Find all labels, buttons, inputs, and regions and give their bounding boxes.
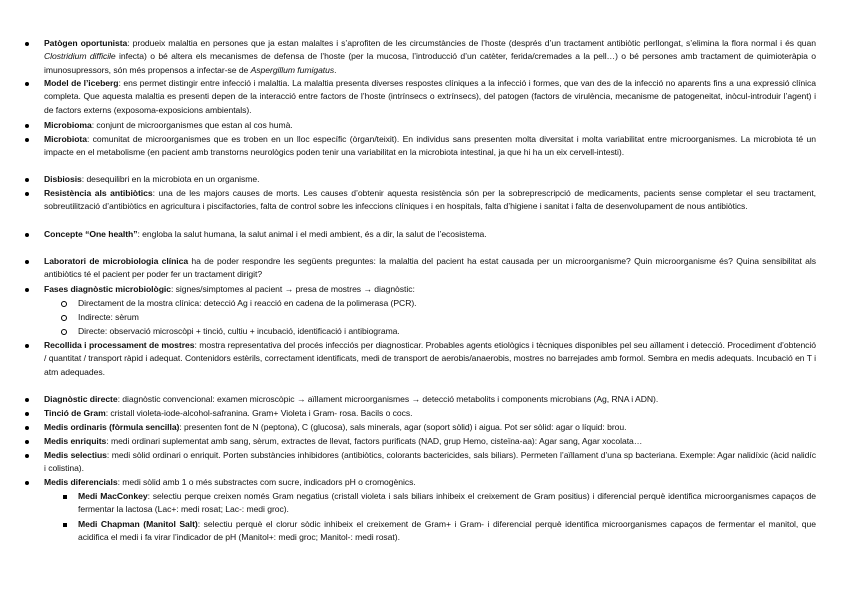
square-bullet-icon xyxy=(63,495,67,499)
bullet-icon xyxy=(25,42,29,46)
circle-bullet-icon xyxy=(61,315,67,321)
list-item-resistencia xyxy=(44,187,816,214)
definition: : presenten font de N (peptona), C (glucosa), sals minerals, agar (soport sòlid) i aigua. Pot ser sòlid: agar o líquid: brou. xyxy=(179,422,627,432)
list-item-medis-diferencials xyxy=(44,476,816,489)
definition: : diagnòstic convencional: examen microscòpic → aïllament microorganismes → detecció metabolits i components microbians (Ag, RNA i ADN). xyxy=(117,394,659,404)
species-name: Aspergillum fumigatus xyxy=(250,64,335,75)
term: Medis enriquits xyxy=(44,436,107,446)
term: Tinció de Gram xyxy=(44,408,106,418)
list-item-tincio-gram xyxy=(44,407,816,420)
term: Recollida i processament de mostres xyxy=(44,340,195,350)
definition: : selectiu perque creixen només Gram negatius (cristall violeta i sals biliars inhibeix el creixement de Gram positius) i diferencial perquè identifica microorganismes capaços de fermentar la lactosa (Lac+: medi rosat; Lac-: medi groc). xyxy=(78,491,816,515)
definition: : engloba la salut humana, la salut animal i el medi ambient, és a dir, la salut de l’ecosistema. xyxy=(137,229,487,239)
bullet-icon xyxy=(25,233,29,237)
list-item-medis-ordinaris xyxy=(44,421,816,434)
circle-bullet-icon xyxy=(61,301,67,307)
sub-item-indirecte xyxy=(78,311,816,324)
definition: : medi ordinari suplementat amb sang, sèrum, extractes de llevat, factors purificats (NAD, grup Hemo, cisteïna-aa): Agar sang, Agar xocolata… xyxy=(106,436,643,446)
square-bullet-icon xyxy=(63,523,67,527)
list-item-diagnostic-directe xyxy=(44,393,816,406)
term: Concepte “One health” xyxy=(44,229,138,239)
definition: : ens permet distingir entre infecció i malaltia. La malaltia presenta diverses respostes clíniques a la infecció i formes, que van des de la infecció no aparents fins a una expressió clínica completa. Que aquesta malaltia es presenti depen de la interacció entre factors de l’hoste (intrínsecs o extrínsecs), del patogen (factors de virulència, mecanisme de patogeneitat, inòcul-introduir l’agent) i de factors externs (exposoma-exposicions ambientals). xyxy=(44,78,816,115)
bullet-icon xyxy=(25,426,29,430)
term: Medi Chapman (Manitol Salt) xyxy=(78,519,198,529)
list-item-one-health xyxy=(44,228,816,241)
species-name: Clostridium difficile xyxy=(44,51,116,62)
definition: : produeix malaltia en persones que ja estan malaltes i s’aprofiten de les circumstàncies de l’hoste (després d’un tractament antibiòtic perllongat, s’elimina la flora normal i és quan xyxy=(127,38,816,48)
list-item-medis-selectius xyxy=(44,449,816,476)
definition: : desequilibri en la microbiota en un organisme. xyxy=(81,174,260,184)
definition: : selectiu perquè el clorur sòdic inhibeix el creixement de Gram+ i Gram- i diferencial perquè identifica microorganismes capaços de fermentar el manitol, que acidifica el medi i fa virar l’indicador de pH (Manitol+: medi groc; Manitol-: medi rosat). xyxy=(78,519,816,543)
bullet-icon xyxy=(25,192,29,196)
list-item-microbiota xyxy=(44,133,816,160)
list-item-microbioma xyxy=(44,119,816,132)
bullet-icon xyxy=(25,412,29,416)
list-item-iceberg xyxy=(44,77,816,117)
list-item-medis-enriquits xyxy=(44,435,816,448)
term: Medis selectius xyxy=(44,450,107,460)
definition: : signes/simptomes al pacient → presa de mostres → diagnòstic: xyxy=(170,284,415,294)
term: Medis diferencials xyxy=(44,477,118,487)
list-item-fases xyxy=(44,283,816,296)
term: Fases diagnòstic microbiològic xyxy=(44,284,171,294)
term: Medi MacConkey xyxy=(78,491,148,501)
bullet-icon xyxy=(25,82,29,86)
sub-item-directament xyxy=(78,297,816,310)
bullet-icon xyxy=(25,288,29,292)
term: Medis ordinaris (fòrmula sencilla) xyxy=(44,422,180,432)
term: Microbiota xyxy=(44,134,87,144)
definition: : comunitat de microorganismes que es troben en un lloc específic (òrgan/teixit). En individus sans presenten molta diversitat i molta variabilitat entre microorganismes. La microbiota té un impacte en el metabolisme (en pacient amb transtorns neurològics poden tenir una variabilitat en la microbiota intestinal, ja que hi ha un eix cervell-intesti). xyxy=(44,134,816,158)
sub-item-chapman xyxy=(78,518,816,545)
term: Diagnòstic directe xyxy=(44,394,118,404)
definition: : cristall violeta-iode-alcohol-safranina. Gram+ Violeta i Gram- rosa. Bacils o cocs. xyxy=(105,408,413,418)
list-item-recollida xyxy=(44,339,816,379)
term: Disbiosis xyxy=(44,174,82,184)
sub-item-text: Directament de la mostra clínica: detecció Ag i reacció en cadena de la polimerasa (PCR). xyxy=(78,298,417,308)
bullet-icon xyxy=(25,440,29,444)
list-item-patogen xyxy=(44,37,816,77)
definition: ha de poder respondre les següents preguntes: la malaltia del pacient ha estat causada per un microorganisme? Quin microorganisme és? Quina sensibilitat als antibiòtics té el pacient per poder fer un tractament dirigit? xyxy=(44,256,816,280)
sub-item-directe xyxy=(78,325,816,338)
definition: : mostra representativa del procés infecciós per diagnosticar. Probables agents etiològics i tècniques disponibles pel seu aïllament i detecció. Procediment d’obtenció / quantitat / transport ràpid i adequat. Contenidors estèrils, correctament identificats, medi de transport de aerobis/anaerobis, mostres no barrejades amb formol. Sembra en medis adequats. Incubació en T i atm adequades. xyxy=(44,340,817,377)
definition: : una de les majors causes de morts. Les causes d’obtenir aquesta resistència són per la sobreprescripció de medicaments, pacients sense completar el seu tractament, sobreutilització d’antibiòtics en agricultura i piscifactories, falta de control sobre les infeccions clíniques i en hospitals, falta d’higiene i sanitat i falta de desenvolupament de nous antibiòtics. xyxy=(44,188,816,212)
bullet-icon xyxy=(25,454,29,458)
definition: infecta) o bé altera els mecanismes de defensa de l’hoste (per la mucosa, l’introducció d’un catèter, ferida/cremades a la pell…) o bé persones amb tractament de quimioteràpia o imunosupressors, són més propensos a infectar-se de xyxy=(44,51,816,75)
bullet-icon xyxy=(25,124,29,128)
list-item-laboratori xyxy=(44,255,816,282)
definition: : medi sòlid ordinari o enriquit. Porten substàncies inhibidores (antibiòtics, colorants bactericides, sals biliars). Permeten l’aïllament d’una sp bacteriana. Exemple: Agar nalidíxic (àcid nalidíc i colistina). xyxy=(44,450,816,474)
bullet-icon xyxy=(25,398,29,402)
list-item-disbiosis xyxy=(44,173,816,186)
sub-item-text: Directe: observació microscòpi + tinció, cultiu + incubació, identificació i antibiograma. xyxy=(78,326,400,336)
term: Resistència als antibiòtics xyxy=(44,188,153,198)
term: Patògen oportunista xyxy=(44,38,128,48)
definition: : conjunt de microorganismes que estan al cos humà. xyxy=(91,120,293,130)
circle-bullet-icon xyxy=(61,329,67,335)
bullet-icon xyxy=(25,178,29,182)
definition: . xyxy=(334,64,337,75)
definition: : medi sòlid amb 1 o més substractes com sucre, indicadors pH o cromogènics. xyxy=(117,477,416,487)
term: Model de l’iceberg xyxy=(44,78,119,88)
bullet-icon xyxy=(25,260,29,264)
bullet-icon xyxy=(25,344,29,348)
term: Laboratori de microbiologia clínica xyxy=(44,256,189,266)
sub-item-text: Indirecte: sèrum xyxy=(78,312,139,322)
term: Microbioma xyxy=(44,120,92,130)
bullet-icon xyxy=(25,138,29,142)
bullet-icon xyxy=(25,481,29,485)
sub-item-macconkey xyxy=(78,490,816,517)
